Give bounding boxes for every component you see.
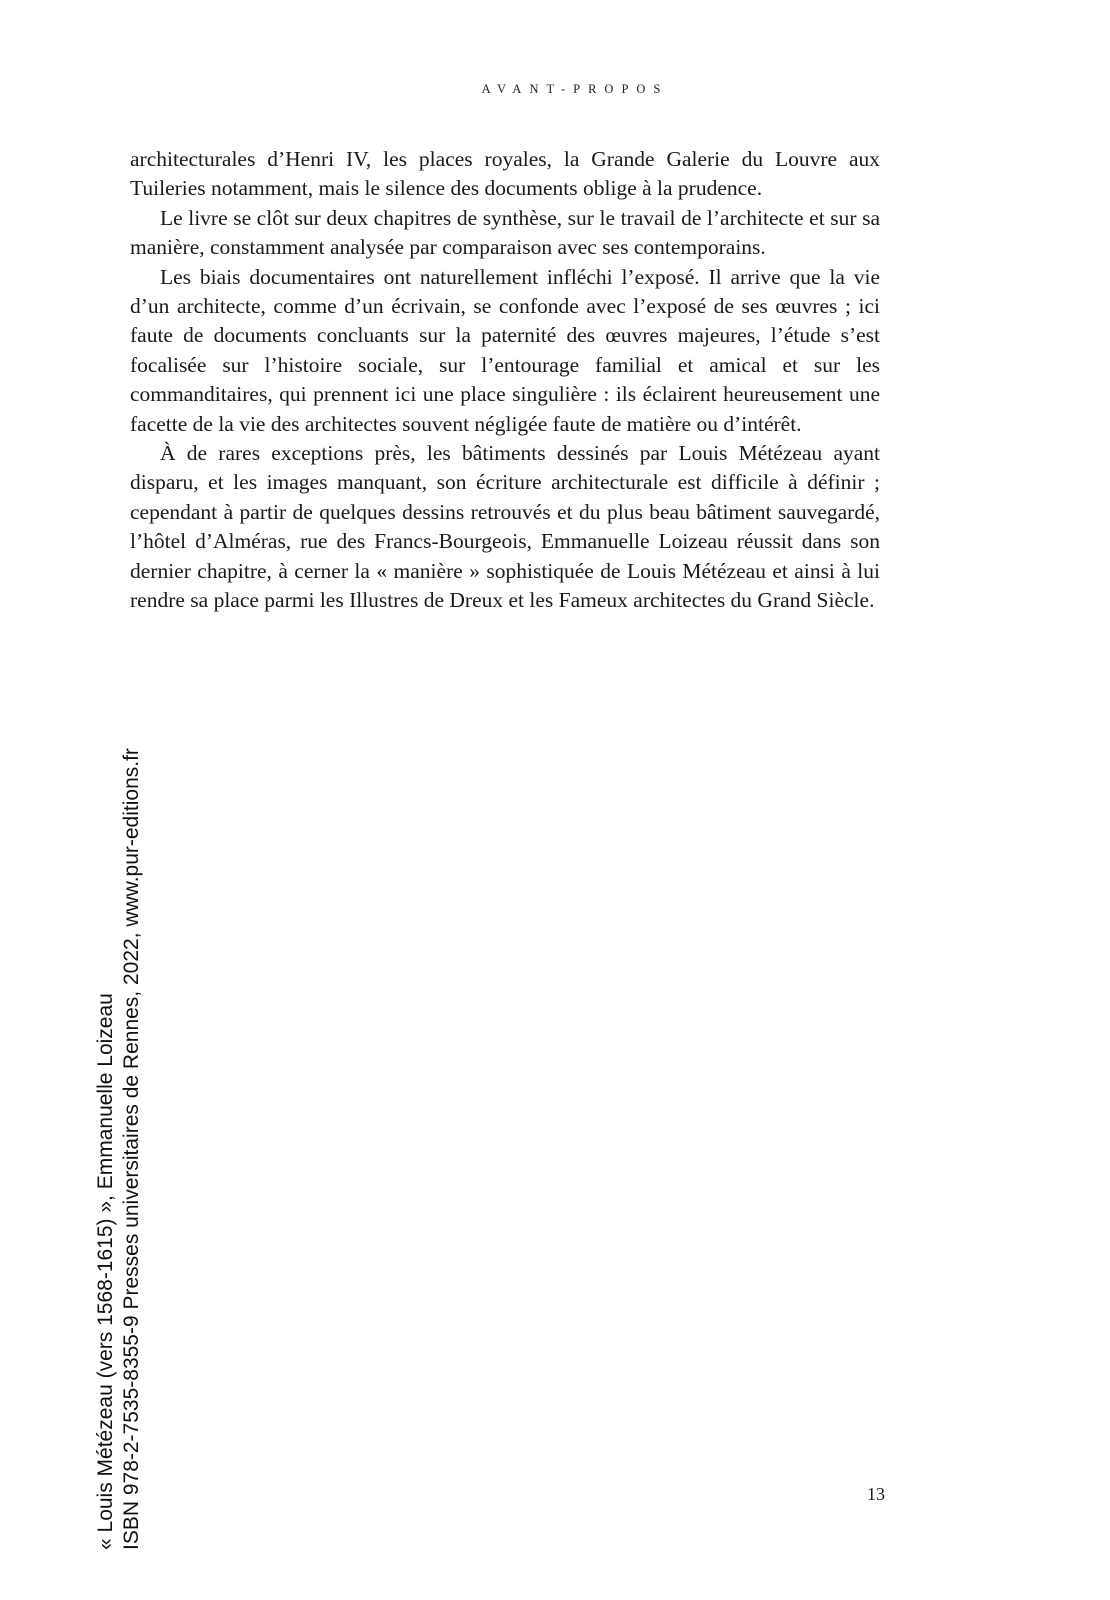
paragraph-3: Les biais documentaires ont naturellement infléchi l’exposé. Il arrive que la vie d’un architecte, comme d’un écrivain, se confonde avec l’exposé de ses œuvres ; ici faute de documents concluants sur la paternité des œuvres majeures, l’étude s’est focalisée sur l’histoire sociale, sur l’entourage familial et amical et sur les commanditaires, qui prennent ici une place singulière : ils éclairent heureusement une facette de la vie des architectes souvent négligée faute de matière ou d’intérêt. xyxy=(130,264,880,436)
copyright-notice xyxy=(93,748,145,1550)
paragraph-2: Le livre se clôt sur deux chapitres de synthèse, sur le travail de l’architecte et sur sa manière, constamment analysée par comparaison avec ses contemporains. xyxy=(130,205,880,260)
paragraph-1: architecturales d’Henri IV, les places royales, la Grande Galerie du Louvre aux Tuileries notamment, mais le silence des documents oblige à la prudence. xyxy=(130,147,880,201)
paragraph-4: À de rares exceptions près, les bâtiments dessinés par Louis Métézeau ayant disparu, et les images manquant, son écriture architecturale est difficile à définir ; cependant à partir de quelques dessins retrouvés et du plus beau bâtiment sauvegardé, l’hôtel d’Alméras, rue des Francs-Bourgeois, Emmanuelle Loizeau réussit dans son dernier chapitre, à cerner la « manière » sophistiquée de Louis Métézeau et ainsi à lui rendre sa place parmi les Illustres de Dreux et les Fameux architectes du Grand Siècle. xyxy=(130,441,880,613)
body-text xyxy=(130,145,880,616)
copyright-notice-title: « Louis Métézeau (vers 1568-1615) », Emmanuelle Loizeau xyxy=(94,993,117,1550)
copyright-notice-isbn: ISBN 978-2-7535-8355-9 Presses universitaires de Rennes, 2022, www.pur-editions.fr xyxy=(120,748,143,1550)
running-head: AVANT-PROPOS xyxy=(481,82,669,96)
page-number: 13 xyxy=(867,1484,885,1504)
